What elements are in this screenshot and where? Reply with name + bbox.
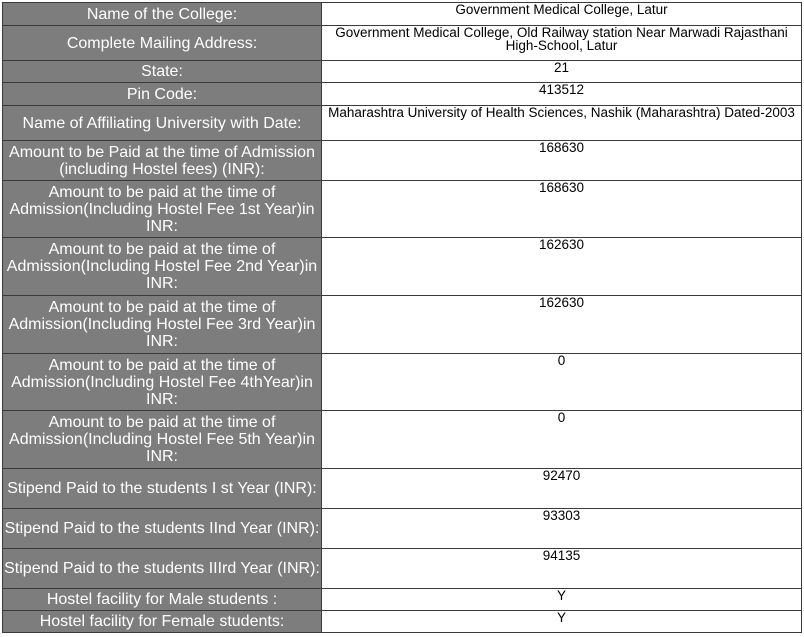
field-value: 92470 [322,469,802,509]
college-info-table [2,2,802,633]
field-value: 0 [322,354,802,411]
field-value: Government Medical College, Old Railway station Near Marwadi Rajasthani High-School, Latur [322,26,802,61]
field-value: 93303 [322,509,802,549]
field-label: Pin Code: [3,83,322,106]
field-label: Name of the College: [3,3,322,26]
field-label: State: [3,61,322,83]
table-row [3,141,802,181]
field-label: Stipend Paid to the students I st Year (INR): [3,469,322,509]
field-label: Hostel facility for Female students: [3,611,322,633]
table-row [3,354,802,411]
field-value: 162630 [322,238,802,296]
table-row [3,296,802,354]
field-value: Government Medical College, Latur [322,3,802,26]
field-label: Amount to be paid at the time of Admission(Including Hostel Fee 2nd Year)in INR: [3,238,322,296]
table-row [3,106,802,141]
table-row [3,411,802,469]
table-row [3,611,802,633]
table-row [3,238,802,296]
field-value: 168630 [322,141,802,181]
field-value: Y [322,589,802,611]
table-row [3,83,802,106]
field-label: Amount to be paid at the time of Admission(Including Hostel Fee 3rd Year)in INR: [3,296,322,354]
field-value: 0 [322,411,802,469]
field-label: Amount to be paid at the time of Admission(Including Hostel Fee 4thYear)in INR: [3,354,322,411]
table-row [3,26,802,61]
table-row [3,181,802,238]
field-value: 413512 [322,83,802,106]
table-row [3,549,802,589]
field-label: Amount to be Paid at the time of Admission (including Hostel fees) (INR): [3,141,322,181]
field-label: Stipend Paid to the students IIIrd Year (INR): [3,549,322,589]
field-value: Maharashtra University of Health Sciences, Nashik (Maharashtra) Dated-2003 [322,106,802,141]
table-row [3,469,802,509]
table-row [3,509,802,549]
field-label: Name of Affiliating University with Date: [3,106,322,141]
field-value: 21 [322,61,802,83]
field-label: Stipend Paid to the students IInd Year (INR): [3,509,322,549]
table-row [3,3,802,26]
field-label: Complete Mailing Address: [3,26,322,61]
field-value: 162630 [322,296,802,354]
field-value: 168630 [322,181,802,238]
field-label: Amount to be paid at the time of Admission(Including Hostel Fee 1st Year)in INR: [3,181,322,238]
field-value: 94135 [322,549,802,589]
field-label: Amount to be paid at the time of Admission(Including Hostel Fee 5th Year)in INR: [3,411,322,469]
table-row [3,589,802,611]
table-row [3,61,802,83]
field-label: Hostel facility for Male students : [3,589,322,611]
field-value: Y [322,611,802,633]
